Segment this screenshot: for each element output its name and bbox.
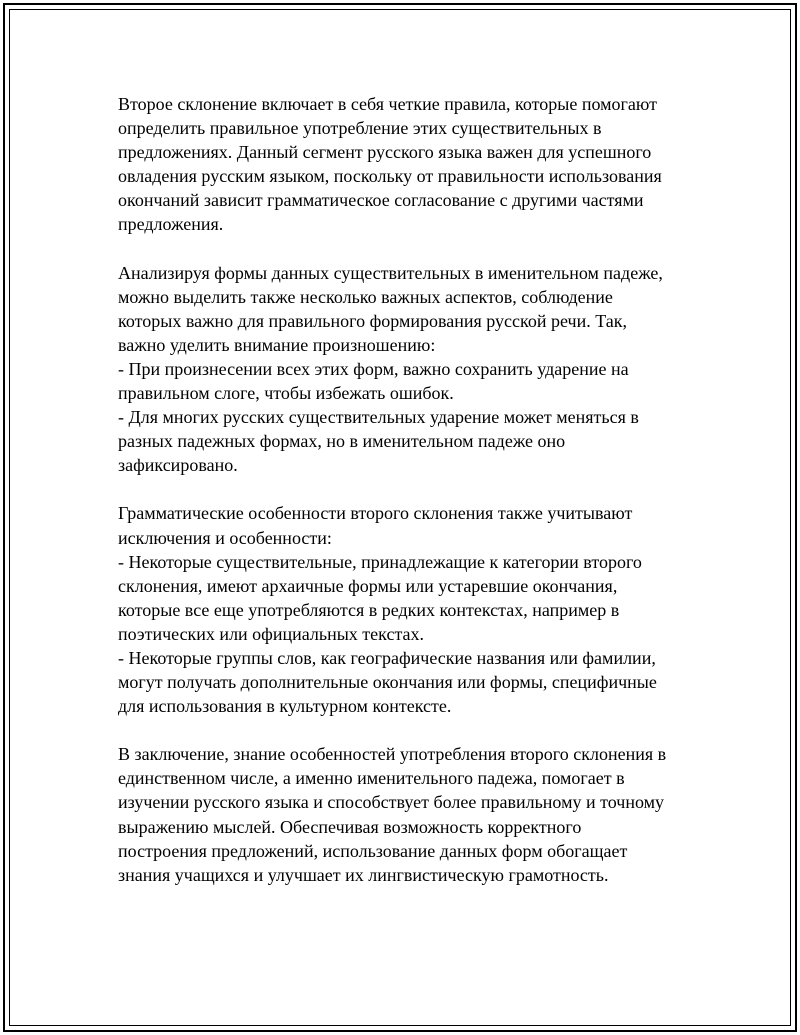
text-line: - Некоторые группы слов, как географические названия или фамилии, [118,647,656,668]
text-line: зафиксировано. [118,455,238,476]
text-line: выражению мыслей. Обеспечивая возможность корректного [118,816,582,837]
paragraph-2 [118,261,718,478]
text-line: Грамматические особенности второго склонения также учитывают [118,503,633,524]
text-line: правильном слоге, чтобы избежать ошибок. [118,383,454,404]
document-body [118,92,718,911]
text-line: окончаний зависит грамматическое согласование с другими частями [118,190,644,211]
text-line: В заключение, знание особенностей употребления второго склонения в [118,744,667,765]
paragraph-4 [118,742,718,887]
text-line: для использования в культурном контексте. [118,696,452,717]
text-line: изучении русского языка и способствует более правильному и точному [118,792,665,813]
text-line: - При произнесении всех этих форм, важно сохранить ударение на [118,358,629,379]
text-line: единственном числе, а именно именительного падежа, помогает в [118,768,625,789]
text-line: предложения. [118,214,224,235]
text-line: могут получать дополнительные окончания или формы, специфичные [118,672,657,693]
text-line: важно уделить внимание произношению: [118,334,436,355]
paragraph-1 [118,92,718,237]
text-line: Второе склонение включает в себя четкие правила, которые помогают [118,94,657,114]
text-line: разных падежных формах, но в именительном падеже оно [118,431,566,452]
text-line: овладения русским языком, поскольку от правильности использования [118,166,662,187]
text-line: можно выделить также несколько важных аспектов, соблюдение [118,286,613,307]
text-line: которых важно для правильного формирования русской речи. Так, [118,310,627,331]
text-line: - Для многих русских существительных ударение может меняться в [118,407,639,428]
text-line: исключения и особенности: [118,527,332,548]
text-line: построения предложений, использование данных форм обогащает [118,840,628,861]
text-line: предложениях. Данный сегмент русского языка важен для успешного [118,142,652,163]
text-line: Анализируя формы данных существительных в именительном падеже, [118,262,663,283]
paragraph-3 [118,501,718,718]
text-line: знания учащихся и улучшает их лингвистическую грамотность. [118,864,609,885]
text-line: склонения, имеют архаичные формы или устаревшие окончания, [118,575,618,596]
text-line: поэтических или официальных текстах. [118,623,425,644]
text-line: которые все еще употребляются в редких контекстах, например в [118,599,620,620]
text-line: - Некоторые существительные, принадлежащие к категории второго [118,551,642,572]
text-line: определить правильное употребление этих существительных в [118,118,602,139]
